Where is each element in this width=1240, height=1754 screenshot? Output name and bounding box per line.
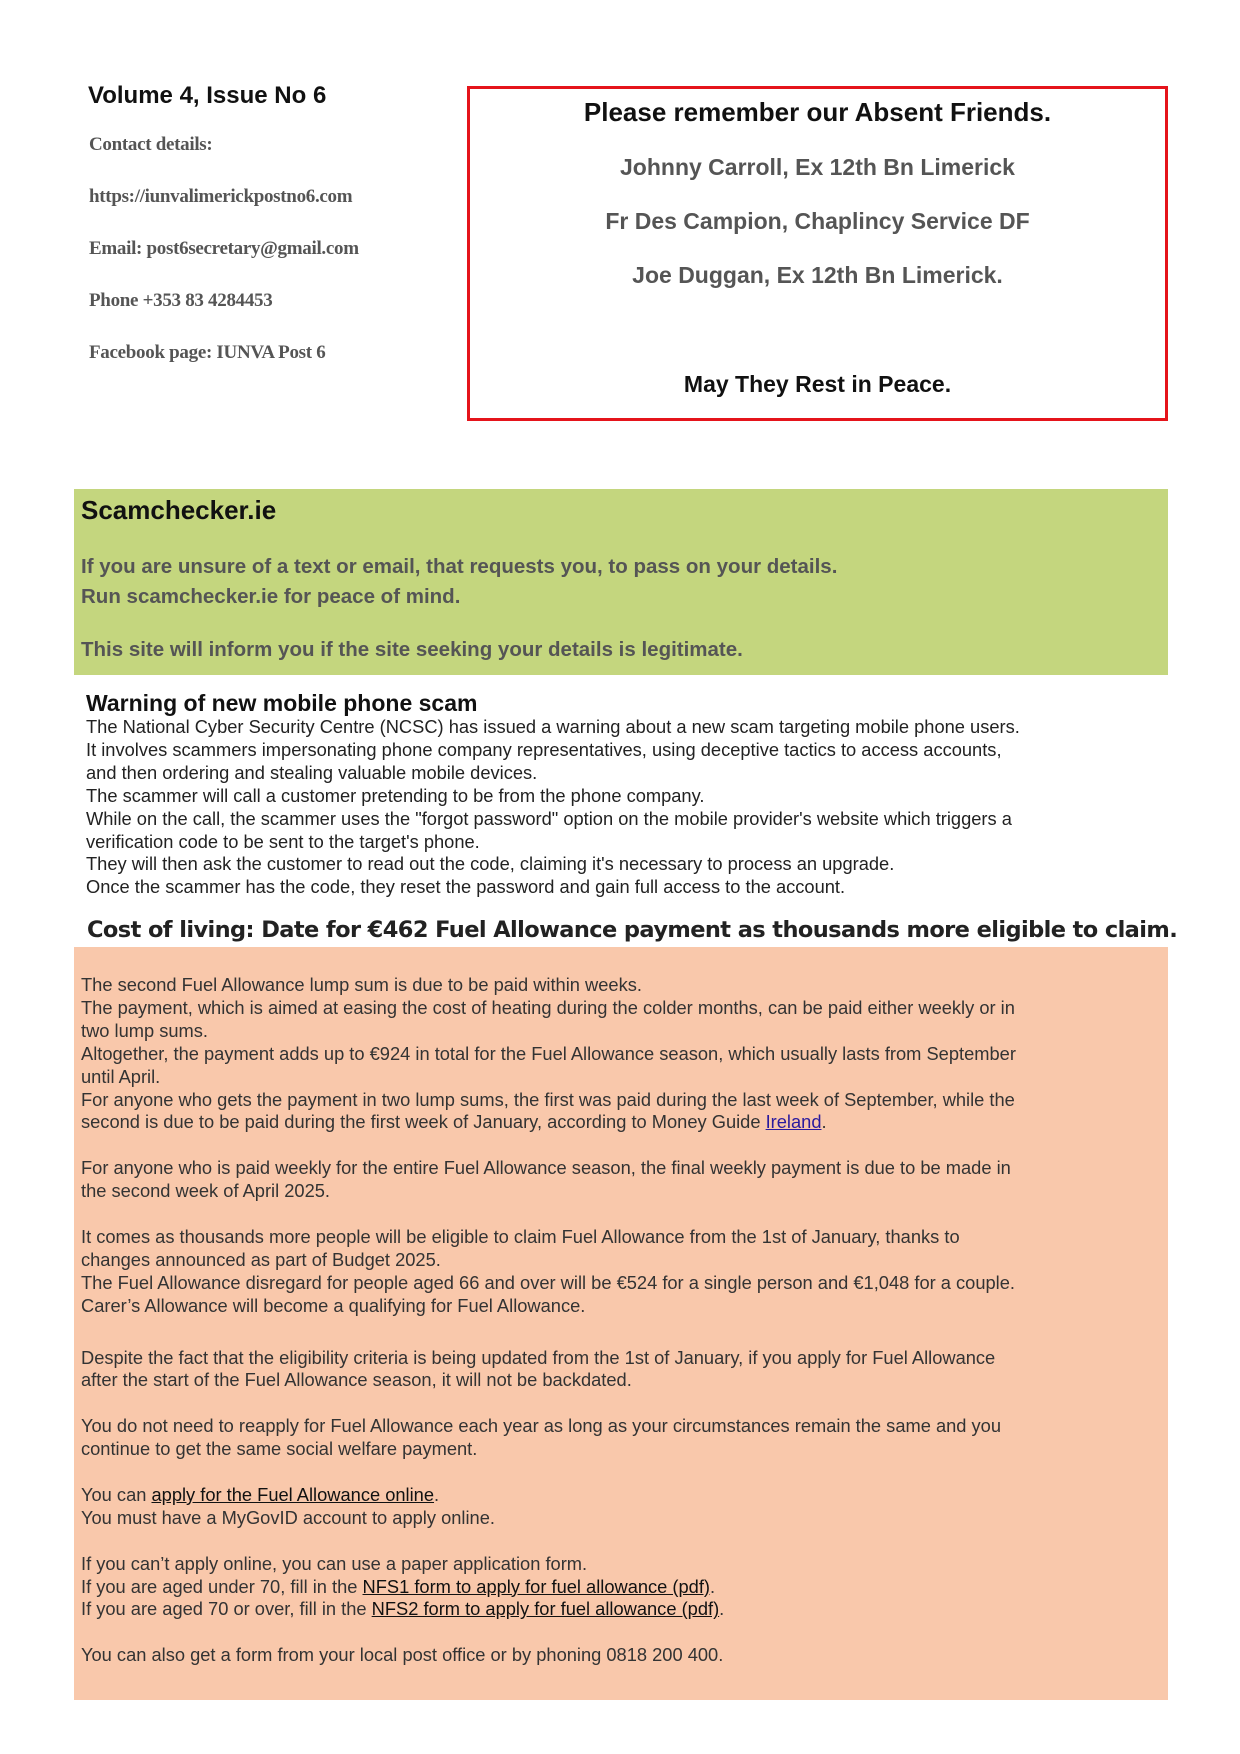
- fuel-allowance-headline: Cost of living: Date for €462 Fuel Allowance payment as thousands more eligible to claim.: [87, 917, 1178, 943]
- rest-in-peace: May They Rest in Peace.: [683, 371, 952, 397]
- fuel-line: Carer’s Allowance will become a qualifying for Fuel Allowance.: [81, 1294, 586, 1316]
- fuel-allowance-section: [74, 947, 1168, 1700]
- fuel-text: .: [719, 1598, 725, 1620]
- absent-friends-box: [467, 86, 1168, 421]
- fuel-line: You can also get a form from your local post office or by phoning 0818 200 400.: [81, 1644, 724, 1666]
- fuel-line: The Fuel Allowance disregard for people aged 66 and over will be €524 for a single person and €1,048 for a couple.: [81, 1271, 1015, 1293]
- nfs1-form-link[interactable]: NFS1 form to apply for fuel allowance (pdf): [362, 1575, 711, 1597]
- scamchecker-title: Scamchecker.ie: [81, 495, 277, 525]
- fuel-text: You can: [81, 1483, 152, 1505]
- phone-contact: Phone +353 83 4284453: [89, 290, 273, 311]
- issue-volume: Volume 4, Issue No 6: [88, 82, 327, 109]
- memorial-name: Johnny Carroll, Ex 12th Bn Limerick: [620, 154, 1015, 180]
- fuel-line: [81, 1111, 1016, 1134]
- memorial-name: Fr Des Campion, Chaplincy Service DF: [605, 208, 1030, 234]
- fuel-line: Altogether, the payment adds up to €924 in total for the Fuel Allowance season, which usually lasts from September: [81, 1042, 1016, 1064]
- fuel-text: If you are aged 70 or over, fill in the: [81, 1598, 372, 1620]
- facebook-contact: Facebook page: IUNVA Post 6: [89, 342, 326, 363]
- memorial-name: Joe Duggan, Ex 12th Bn Limerick.: [632, 262, 1003, 288]
- fuel-text: .: [710, 1575, 716, 1597]
- fuel-line: two lump sums.: [81, 1019, 208, 1041]
- fuel-text: If you are aged under 70, fill in the: [81, 1575, 363, 1597]
- fuel-text: .: [434, 1483, 440, 1505]
- fuel-line: It comes as thousands more people will be eligible to claim Fuel Allowance from the 1st of January, thanks to: [81, 1225, 960, 1247]
- fuel-line: until April.: [81, 1065, 161, 1087]
- fuel-text: .: [821, 1111, 827, 1133]
- fuel-line: For anyone who gets the payment in two lump sums, the first was paid during the last week of September, while the: [81, 1088, 1015, 1110]
- fuel-text: second is due to be paid during the first week of January, according to Money Guide: [81, 1111, 766, 1133]
- fuel-line: You do not need to reapply for Fuel Allowance each year as long as your circumstances remain the same and you: [81, 1415, 1002, 1437]
- fuel-line: [81, 1576, 1016, 1599]
- scamchecker-text: If you are unsure of a text or email, that requests you, to pass on your details.: [81, 555, 838, 578]
- absent-friends-title: Please remember our Absent Friends.: [583, 97, 1052, 127]
- fuel-line: If you can’t apply online, you can use a paper application form.: [81, 1552, 588, 1574]
- fuel-line: continue to get the same social welfare payment.: [81, 1438, 478, 1460]
- nfs2-form-link[interactable]: NFS2 form to apply for fuel allowance (pdf): [371, 1598, 720, 1620]
- scamchecker-text: This site will inform you if the site seeking your details is legitimate.: [81, 638, 743, 661]
- fuel-line: [81, 1484, 1016, 1507]
- scamchecker-section: [74, 489, 1168, 675]
- scamchecker-text: Run scamchecker.ie for peace of mind.: [81, 585, 461, 608]
- website-link[interactable]: https://iunvalimerickpostno6.com: [89, 186, 353, 207]
- warning-line: While on the call, the scammer uses the "forgot password" option on the mobile provider's website which triggers a: [86, 807, 1012, 829]
- fuel-line: the second week of April 2025.: [81, 1180, 330, 1202]
- apply-online-link[interactable]: apply for the Fuel Allowance online: [151, 1483, 435, 1505]
- email-contact[interactable]: Email: post6secretary@gmail.com: [89, 238, 359, 259]
- fuel-line: You must have a MyGovID account to apply online.: [81, 1506, 495, 1528]
- warning-line: Once the scammer has the code, they reset the password and gain full access to the account.: [86, 876, 846, 898]
- fuel-line: Despite the fact that the eligibility criteria is being updated from the 1st of January, if you apply for Fuel Allowance: [81, 1346, 996, 1368]
- warning-line: It involves scammers impersonating phone company representatives, using deceptive tactics to access accounts,: [86, 738, 1002, 760]
- warning-line: The National Cyber Security Centre (NCSC) has issued a warning about a new scam targeting mobile phone users.: [86, 716, 1020, 737]
- fuel-line: The second Fuel Allowance lump sum is due to be paid within weeks.: [81, 974, 642, 995]
- fuel-line: The payment, which is aimed at easing the cost of heating during the colder months, can be paid either weekly or in: [81, 996, 1015, 1018]
- fuel-line: changes announced as part of Budget 2025.: [81, 1248, 441, 1270]
- warning-line: They will then ask the customer to read out the code, claiming it's necessary to process an upgrade.: [86, 853, 895, 875]
- fuel-line: For anyone who is paid weekly for the entire Fuel Allowance season, the final weekly payment is due to be made in: [81, 1157, 1011, 1179]
- warning-line: and then ordering and stealing valuable mobile devices.: [86, 761, 538, 783]
- fuel-line: after the start of the Fuel Allowance season, it will not be backdated.: [81, 1369, 632, 1391]
- warning-section: [86, 690, 1176, 899]
- ireland-link[interactable]: Ireland: [765, 1111, 822, 1133]
- fuel-line: [81, 1598, 1016, 1621]
- warning-title: Warning of new mobile phone scam: [86, 690, 478, 716]
- contact-label: Contact details:: [89, 134, 213, 155]
- warning-line: verification code to be sent to the target's phone.: [86, 830, 480, 852]
- warning-line: The scammer will call a customer pretending to be from the phone company.: [86, 784, 705, 806]
